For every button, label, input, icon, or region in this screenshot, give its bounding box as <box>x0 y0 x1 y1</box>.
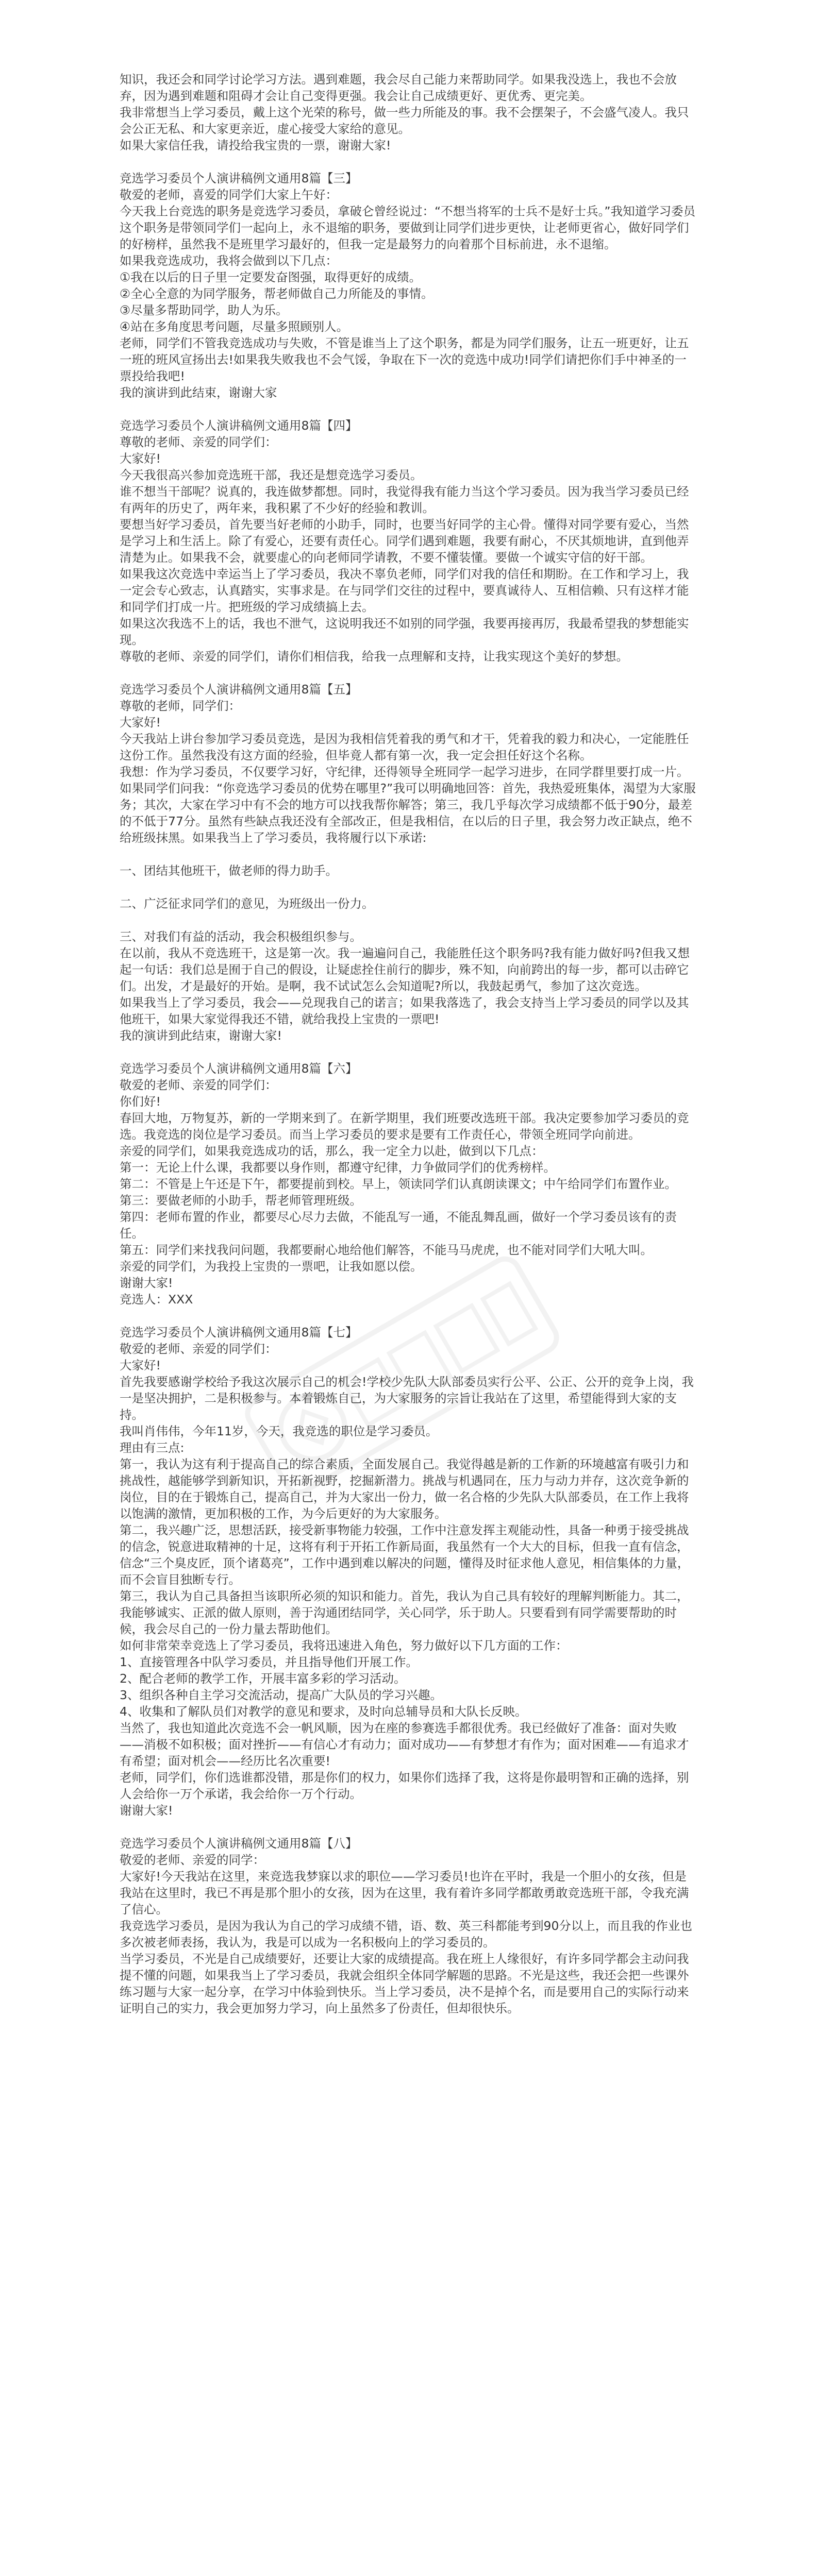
section-paragraph: 亲爱的同学们，如果我竞选成功的话，那么，我一定全力以赴，做到以下几点： <box>120 1144 544 1158</box>
speech-section <box>120 1324 698 1819</box>
section-paragraph: 大家好! <box>120 1358 161 1372</box>
speech-section <box>120 1835 698 2016</box>
section-paragraph: 一、团结其他班干，做老师的得力助手。 <box>120 863 338 878</box>
section-title: 竞选学习委员个人演讲稿例文通用8篇【八】 <box>120 1836 358 1851</box>
section-paragraph: 我的演讲到此结束，谢谢大家 <box>120 385 277 400</box>
section-title: 竞选学习委员个人演讲稿例文通用8篇【六】 <box>120 1061 358 1076</box>
section-paragraph: 竞选人：XXX <box>120 1292 193 1307</box>
section-paragraph: 当学习委员，不光是自己成绩要好，还要让大家的成绩提高。我在班上人缘很好，有许多同学都会主动问我提不懂的问题，如果我当上了学习委员，我就会组织全体同学解题的思路。不光是这些，我还会把一些课外练习题与大家一起分享，在学习中体验到快乐。当上学习委员，决不是掉个名，而是要用自己的实际行动来证明自己的实力，我会更加努力学习，向上虽然多了份责任，但却很快乐。 <box>120 1952 689 2015</box>
speech-section <box>120 417 698 665</box>
section-paragraph: 在以前，我从不竞选班干，这是第一次。我一遍遍问自己，我能胜任这个职务吗?我有能力做好吗?但我又想起一句话：我们总是囿于自己的假设，让疑虑拴住前行的脚步，殊不知，向前跨出的每一步，都可以击碎它们。出发，才是最好的开始。是啊，我不试试怎么会知道呢?所以，我鼓起勇气，参加了这次竞选。 <box>120 946 690 993</box>
section-paragraph: 我竞选学习委员，是因为我认为自己的学习成绩不错，语、数、英三科都能考到90分以上，而且我的作业也多次被老师表扬，我认为，我是可以成为一名积极向上的学习委员的。 <box>120 1919 692 1950</box>
intro-section <box>120 71 698 154</box>
section-paragraph: 尊敬的老师、亲爱的同学们，请你们相信我，给我一点理解和支持，让我实现这个美好的梦想。 <box>120 649 628 664</box>
section-paragraph: 尊敬的老师、亲爱的同学们： <box>120 435 277 449</box>
section-paragraph: 今天我站上讲台参加学习委员竞选，是因为我相信凭着我的勇气和才干，凭着我的毅力和决心，一定能胜任这份工作。虽然我没有这方面的经验，但毕竟人都有第一次，我一定会担任好这个名称。 <box>120 732 689 762</box>
section-paragraph: 如果我当上了学习委员，我会——兑现我自己的诺言；如果我落选了，我会支持当上学习委员的同学以及其他班干，如果大家觉得我还不错，就给我投上宝贵的一票吧! <box>120 995 689 1026</box>
section-title: 竞选学习委员个人演讲稿例文通用8篇【五】 <box>120 682 358 697</box>
section-paragraph: ②全心全意的为同学服务，帮老师做自己力所能及的事情。 <box>120 286 433 301</box>
section-paragraph: 敬爱的老师、亲爱的同学们： <box>120 1078 277 1092</box>
intro-paragraph: 知识，我还会和同学讨论学习方法。遇到难题，我会尽自己能力来帮助同学。如果我没选上，我也不会放弃，因为遇到难题和阻碍才会让自己变得更强。我会让自己成绩更好、更优秀、更完美。 <box>120 72 677 103</box>
intro-paragraph: 我非常想当上学习委员，戴上这个光荣的称号，做一些力所能及的事。我不会摆架子，不会盛气凌人。我只会公正无私、和大家更亲近，虚心接受大家给的意见。 <box>120 105 689 136</box>
section-paragraph <box>120 879 698 895</box>
intro-paragraph: 如果大家信任我，请投给我宝贵的一票，谢谢大家! <box>120 138 391 152</box>
section-paragraph: 谢谢大家! <box>120 1276 173 1290</box>
section-paragraph: 第四：老师布置的作业，都要尽心尽力去做，不能乱写一通，不能乱舞乱画，做好一个学习委员该有的责任。 <box>120 1210 677 1241</box>
section-paragraph: 首先我要感谢学校给予我这次展示自己的机会!学校少先队大队部委员实行公平、公正、公开的竞争上岗，我一是坚决拥护，二是积极参与。本着锻炼自己，为大家服务的宗旨让我站在了这里，希望能得到大家的支持。 <box>120 1375 694 1422</box>
section-paragraph <box>120 912 698 928</box>
section-paragraph: 我的演讲到此结束，谢谢大家! <box>120 1028 282 1043</box>
speech-sections <box>120 170 698 2016</box>
section-paragraph: 如果我竞选成功，我将会做到以下几点： <box>120 253 338 268</box>
section-paragraph: 大家好! <box>120 715 161 730</box>
section-paragraph: 你们好! <box>120 1094 161 1109</box>
section-paragraph: 4、收集和了解队员们对教学的意见和要求，及时向总辅导员和大队长反映。 <box>120 1704 527 1719</box>
speech-section <box>120 681 698 1044</box>
document-body <box>120 71 698 2016</box>
section-paragraph: 尊敬的老师，同学们： <box>120 699 241 713</box>
section-paragraph: 我叫肖伟伟，今年11岁，今天，我竞选的职位是学习委员。 <box>120 1424 438 1438</box>
section-title: 竞选学习委员个人演讲稿例文通用8篇【四】 <box>120 418 358 433</box>
section-paragraph: 谢谢大家! <box>120 1803 173 1818</box>
section-paragraph <box>120 846 698 862</box>
section-paragraph: 第一，我认为这有利于提高自己的综合素质，全面发展自己。我觉得越是新的工作新的环境越富有吸引力和挑战性，越能够学到新知识，开拓新视野，挖掘新潜力。挑战与机遇同在，压力与动力并存，这次竞争新的岗位，目的在于锻炼自己，提高自己，并为大家出一份力，做一名合格的少先队大队部委员，在工作上我将以饱满的激情，更加积极的工作，为今后更好的为大家服务。 <box>120 1457 689 1521</box>
section-paragraph: 当然了，我也知道此次竞选不会一帆风顺，因为在座的参赛选手都很优秀。我已经做好了准备：面对失败——消极不如积极；面对挫折——有信心才有动力；面对成功——有梦想才有作为；面对困难——有追求才有希望；面对机会——经历比名次重要! <box>120 1721 689 1768</box>
section-paragraph: 3、组织各种自主学习交流活动，提高广大队员的学习兴趣。 <box>120 1688 442 1702</box>
section-paragraph: 谁不想当干部呢？说真的，我连做梦都想。同时，我觉得我有能力当这个学习委员。因为我当学习委员已经有两年的历史了，两年来，我积累了不少好的经验和教训。 <box>120 484 689 515</box>
section-paragraph: 老师，同学们，你们选谁都没错，那是你们的权力，如果你们选择了我，这将是你最明智和正确的选择，别人会给你一万个承诺，我会给你一万个行动。 <box>120 1770 689 1801</box>
section-paragraph: 大家好!今天我站在这里，来竞选我梦寐以求的职位——学习委员!也许在平时，我是一个胆小的女孩，但是我站在这里时，我已不再是那个胆小的女孩，因为在这里，我有着许多同学都敢勇敢竞选班干部，令我充满了信心。 <box>120 1869 689 1917</box>
speech-section <box>120 170 698 401</box>
section-paragraph: 第一：无论上什么课，我都要以身作则，都遵守纪律，力争做同学们的优秀榜样。 <box>120 1160 556 1175</box>
section-paragraph: ③尽量多帮助同学，助人为乐。 <box>120 303 288 317</box>
section-title: 竞选学习委员个人演讲稿例文通用8篇【三】 <box>120 171 358 185</box>
section-paragraph: 第三：要做老师的小助手，帮老师管理班级。 <box>120 1193 362 1208</box>
section-paragraph: 如果我这次竞选中幸运当上了学习委员，我决不辜负老师，同学们对我的信任和期盼。在工作和学习上，我一定会专心致志，认真踏实，实事求是。在与同学们交往的过程中，要真诚待人、互相信赖、只有这样才能和同学们打成一片。把班级的学习成绩搞上去。 <box>120 567 689 614</box>
section-paragraph: 三、对我们有益的活动，我会积极组织参与。 <box>120 929 362 944</box>
section-paragraph: 第三，我认为自己具备担当该职所必须的知识和能力。首先，我认为自己具有较好的理解判断能力。其二，我能够诚实、正派的做人原则，善于沟通团结同学，关心同学，乐于助人。只要看到有同学需要帮助的时候，我会尽自己的一份力量去帮助他们。 <box>120 1589 689 1636</box>
section-paragraph: 敬爱的老师，喜爱的同学们大家上午好： <box>120 188 338 202</box>
section-paragraph: 要想当好学习委员，首先要当好老师的小助手，同时，也要当好同学的主心骨。懂得对同学要有爱心，当然是学习上和生活上。除了有爱心，还要有责任心。同学们遇到难题，我要有耐心，不厌其烦地讲，直到他弄清楚为止。如果我不会，就要虚心的向老师同学请教，不要不懂装懂。要做一个诚实守信的好干部。 <box>120 517 689 565</box>
section-paragraph: 今天我上台竞选的职务是竞选学习委员，拿破仑曾经说过：“不想当将军的士兵不是好士兵。”我知道学习委员这个职务是带领同学们一起向上，永不退缩的职务，要做到让同学们进步更快，让老师更省心，做好同学们的好榜样，虽然我不是班里学习最好的，但我一定是最努力的向着那个目标前进，永不退缩。 <box>120 204 696 251</box>
section-paragraph: 第五：同学们来找我问问题，我都要耐心地给他们解答，不能马马虎虎，也不能对同学们大吼大叫。 <box>120 1243 653 1257</box>
section-paragraph: ④站在多角度思考问题，尽量多照顾别人。 <box>120 319 349 334</box>
section-paragraph: 2、配合老师的教学工作，开展丰富多彩的学习活动。 <box>120 1671 406 1686</box>
section-paragraph: 第二：不管是上午还是下午，都要提前到校。早上，领读同学们认真朗读课文；中午给同学们布置作业。 <box>120 1177 677 1191</box>
section-paragraph: 大家好! <box>120 451 161 466</box>
section-paragraph: 亲爱的同学们，为我投上宝贵的一票吧，让我如愿以偿。 <box>120 1259 423 1274</box>
section-paragraph: 敬爱的老师、亲爱的同学： <box>120 1853 265 1867</box>
section-paragraph: 1、直接管理各中队学习委员，并且指导他们开展工作。 <box>120 1655 418 1669</box>
speech-section <box>120 1060 698 1308</box>
section-title: 竞选学习委员个人演讲稿例文通用8篇【七】 <box>120 1325 358 1340</box>
section-paragraph: 第二，我兴趣广泛，思想活跃，接受新事物能力较强，工作中注意发挥主观能动性，具备一种勇于接受挑战的信念，锐意进取精神的十足，这将有利于开拓工作新局面，我虽然有一个大大的目标，但我一直有信念，信念“三个臭皮匠，顶个诸葛亮”，工作中遇到难以解决的问题，懂得及时征求他人意见，相信集体的力量，而不会盲目独断专行。 <box>120 1523 690 1587</box>
section-paragraph: ①我在以后的日子里一定要发奋图强，取得更好的成绩。 <box>120 270 422 284</box>
section-paragraph: 老师，同学们不管我竞选成功与失败，不管是谁当上了这个职务，都是为同学们服务，让五一班更好，让五一班的班风宣扬出去!如果我失败我也不会气馁，争取在下一次的竞选中成功!同学们请把你们手中神圣的一票投给我吧! <box>120 336 689 383</box>
section-paragraph: 如何非常荣幸竞选上了学习委员，我将迅速进入角色，努力做好以下几方面的工作： <box>120 1638 568 1653</box>
section-paragraph: 理由有三点: <box>120 1440 185 1455</box>
section-paragraph: 春回大地，万物复苏，新的一学期来到了。在新学期里，我们班要改选班干部。我决定要参加学习委员的竞选。我竞选的岗位是学习委员。而当上学习委员的要求是要有工作责任心，带领全班同学向前进。 <box>120 1111 689 1142</box>
section-paragraph: 今天我很高兴参加竞选班干部，我还是想竞选学习委员。 <box>120 468 423 482</box>
section-paragraph: 如果这次我选不上的话，我也不泄气，这说明我还不如别的同学强，我要再接再厉，我最希望我的梦想能实现。 <box>120 616 689 647</box>
section-paragraph: 二、广泛征求同学们的意见，为班级出一份力。 <box>120 896 374 911</box>
section-paragraph: 敬爱的老师、亲爱的同学们： <box>120 1342 277 1356</box>
section-paragraph: 我想：作为学习委员，不仅要学习好，守纪律，还得领导全班同学一起学习进步，在同学群里要打成一片。如果同学们问我：“你竞选学习委员的优势在哪里?”我可以明确地回答：首先，我热爱班集体，渴望为大家服务；其次，大家在学习中有不会的地方可以找我帮你解答；第三，我几乎每次学习成绩都不低于90分，最差的不低于77分。虽然有些缺点我还没有全部改正，但是我相信，在以后的日子里，我会努力改正缺点，绝不给班级抹黑。如果我当上了学习委员，我将履行以下承诺: <box>120 765 696 845</box>
